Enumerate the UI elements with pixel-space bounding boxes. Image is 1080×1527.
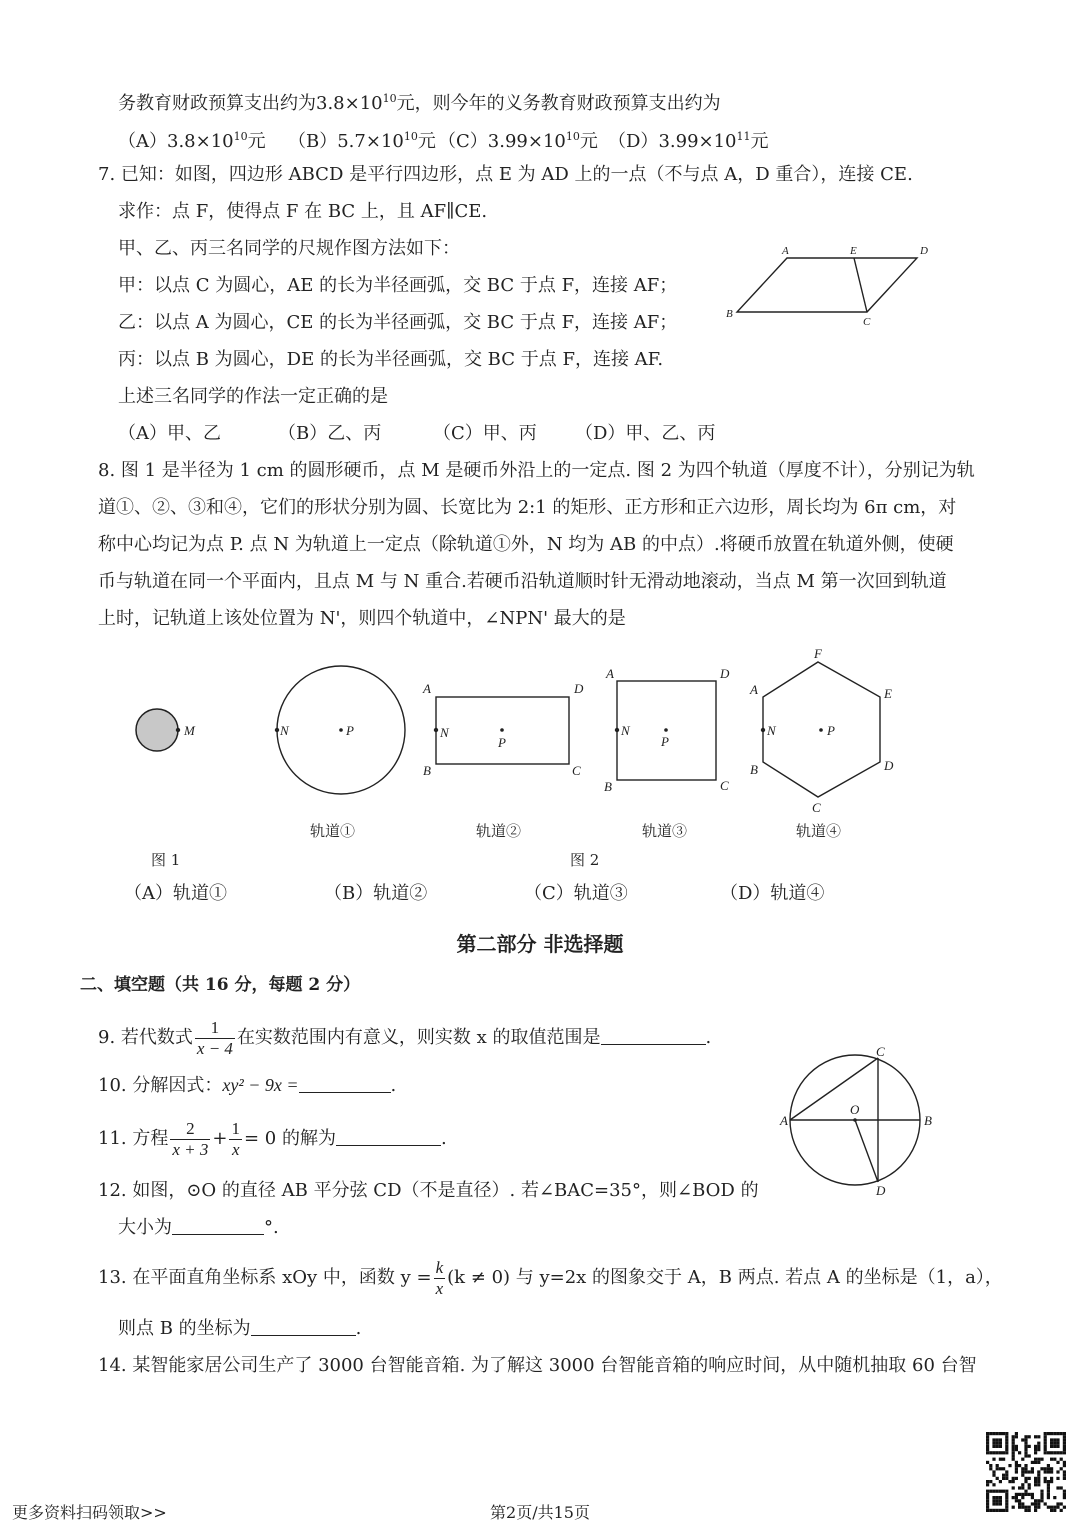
segment-ce: [854, 258, 867, 312]
q13-answer-blank[interactable]: [251, 1317, 356, 1336]
label-m: M: [184, 723, 195, 738]
label-b: B: [726, 308, 733, 320]
track-4-point-n: [761, 728, 765, 732]
q11-numerator-2: 1: [231, 1118, 240, 1138]
q7-yi: 乙：以点 A 为圆心，CE 的长为半径画弧，交 BC 于点 F，连接 AF；: [118, 312, 678, 333]
label-b: B: [924, 1113, 932, 1128]
track-3-label-n: N: [621, 723, 630, 738]
track-3-label-d: D: [720, 666, 730, 681]
track-4-label-n: N: [767, 723, 776, 738]
parallelogram-abcd: [737, 258, 917, 312]
track-2-caption: 轨道②: [476, 822, 522, 840]
q7-options: [118, 421, 715, 447]
q8-line1: 8. 图 1 是半径为 1 cm 的圆形硬币，点 M 是硬币外沿上的一定点. 图 2 为四个轨道（厚度不计），分别记为轨: [98, 460, 975, 481]
label-a: A: [780, 1113, 788, 1128]
track-4-label-b: B: [750, 762, 758, 777]
track-3-caption: 轨道③: [642, 822, 688, 840]
coin: [136, 709, 178, 751]
q9-post: 在实数范围内有意义，则实数 x 的取值范围是: [236, 1027, 601, 1048]
q11-end: .: [440, 1128, 447, 1149]
label-c: C: [863, 316, 871, 328]
label-d: D: [920, 245, 928, 257]
q7-line1: 7. 已知：如图，四边形 ABCD 是平行四边形，点 E 为 AD 上的一点（不与点 A，D 重合），连接 CE.: [98, 164, 913, 185]
q11-denominator-1: x + 3: [172, 1139, 209, 1159]
q6-value-exp: 10: [382, 92, 397, 105]
track-3-label-b: B: [604, 779, 612, 794]
track-4-label-c: C: [812, 800, 821, 815]
q6-text: [118, 86, 721, 117]
q8-option-b[interactable]: （B）轨道②: [324, 883, 428, 904]
track-2-label-c: C: [572, 763, 581, 778]
q6-tail-a: 务教育财政预算支出约为: [118, 93, 316, 114]
q12-line2: [118, 1215, 279, 1241]
q10-end: .: [390, 1075, 397, 1096]
q12-circle-figure: [772, 1040, 942, 1205]
track-3-point-p: [664, 728, 668, 732]
q10: [98, 1072, 396, 1099]
q11: [98, 1114, 447, 1164]
track-1-point-p: [339, 728, 343, 732]
q7-jia: 甲：以点 C 为圆心，AE 的长为半径画弧，交 BC 于点 F，连接 AF；: [118, 275, 678, 296]
track-3-label-a: A: [606, 666, 614, 681]
q8-track-figures: [120, 640, 920, 850]
q9-fraction: [195, 1018, 235, 1059]
track-1-label-n: N: [280, 723, 289, 738]
q8-option-d[interactable]: （D）轨道④: [720, 883, 825, 904]
track-2-point-p: [500, 728, 504, 732]
q11-equation-rhs: = 0 的解为: [243, 1128, 336, 1149]
point-m: [176, 728, 180, 732]
track-1-point-n: [275, 728, 279, 732]
q13-line2: [118, 1316, 361, 1342]
q10-pre: 10. 分解因式：: [98, 1075, 223, 1096]
q13-numerator: k: [435, 1257, 444, 1277]
q9: [98, 1013, 711, 1063]
q13-end: .: [355, 1318, 362, 1339]
track-2-label-n: N: [440, 725, 449, 740]
fig2-caption: 图 2: [570, 851, 600, 869]
q9-pre: 9. 若代数式: [98, 1027, 193, 1048]
track-3-label-c: C: [720, 778, 729, 793]
q12-line1: 12. 如图，⊙O 的直径 AB 平分弦 CD（不是直径）. 若∠BAC=35°，则∠BOD 的: [98, 1180, 759, 1201]
q8-line2: 道①、②、③和④，它们的形状分别为圆、长宽比为 2:1 的矩形、正方形和正六边形，周长均为 6π cm，对: [98, 497, 957, 518]
q13-post: (k ≠ 0) 与 y=2x 的图象交于 A，B 两点. 若点 A 的坐标是（1，a），: [447, 1267, 1003, 1288]
label-e: E: [850, 245, 857, 257]
q11-plus: +: [212, 1128, 228, 1149]
track-4-label-f: F: [814, 646, 822, 661]
q7-bing: 丙：以点 B 为圆心，DE 的长为半径画弧，交 BC 于点 F，连接 AF.: [118, 349, 664, 370]
q7-line2: 求作：点 F，使得点 F 在 BC 上，且 AF∥CE.: [118, 201, 488, 222]
q7-option-b[interactable]: （B）乙、丙: [278, 423, 382, 444]
page-number: 第2页/共15页: [490, 1503, 590, 1522]
q7-option-d[interactable]: （D）甲、乙、丙: [575, 423, 716, 444]
center-o: [853, 1118, 857, 1122]
segment-ac: [790, 1058, 878, 1120]
q6-option-d[interactable]: $(D)3.99\times 10^{11}$元: [608, 130, 769, 152]
q7-option-a[interactable]: （A）甲、乙: [118, 423, 221, 444]
q6-option-a[interactable]: $(A)3.8\times 10^{10}$元: [118, 130, 266, 152]
q13-line1: [98, 1253, 1003, 1303]
q8-options: [124, 881, 824, 907]
q9-answer-blank[interactable]: [601, 1026, 706, 1045]
q6-options: [118, 124, 769, 155]
q8-line3: 称中心均记为点 P. 点 N 为轨道上一定点（除轨道①外，N 均为 AB 的中点）.将硬币放置在轨道外侧，使硬: [98, 534, 954, 555]
track-4-label-a: A: [750, 682, 758, 697]
q9-denominator: x − 4: [196, 1038, 233, 1058]
track-2-point-n: [434, 728, 438, 732]
q8-option-c[interactable]: （C）轨道③: [524, 883, 628, 904]
q14-line1: 14. 某智能家居公司生产了 3000 台智能音箱. 为了解这 3000 台智能音箱的响应时间，从中随机抽取 60 台智: [98, 1355, 977, 1376]
q6-tail-b: ，则今年的义务教育财政预算支出约为: [414, 93, 721, 114]
label-c: C: [876, 1044, 885, 1059]
label-a: A: [782, 245, 789, 257]
label-d: D: [876, 1183, 886, 1198]
track-1-caption: 轨道①: [310, 822, 356, 840]
q12-line2-pre: 大小为: [118, 1217, 172, 1238]
q7-option-c[interactable]: （C）甲、丙: [433, 423, 537, 444]
q8-option-a[interactable]: （A）轨道①: [124, 883, 227, 904]
track-4-caption: 轨道④: [796, 822, 842, 840]
q6-unit: 元: [396, 93, 415, 114]
part2-title: 第二部分 非选择题: [456, 932, 624, 956]
q8-line5: 上时，记轨道上该处位置为 N'，则四个轨道中，∠NPN' 最大的是: [98, 608, 626, 629]
segment-od: [855, 1120, 878, 1182]
track-4-label-e: E: [884, 686, 892, 701]
q11-fraction-2: [229, 1119, 242, 1160]
q7-parallelogram-figure: [720, 240, 940, 330]
q11-fraction-1: [170, 1119, 210, 1160]
fig1-caption: 图 1: [151, 851, 181, 869]
section2-title: 二、填空题（共 16 分，每题 2 分）: [80, 975, 361, 995]
q7-question: 上述三名同学的作法一定正确的是: [118, 386, 388, 407]
q10-expression: xy² − 9x =: [222, 1075, 299, 1095]
track-4-label-p: P: [827, 723, 835, 738]
footer-scan-link[interactable]: 更多资料扫码领取>>: [12, 1503, 167, 1522]
q8-line4: 币与轨道在同一个平面内，且点 M 与 N 重合.若硬币沿轨道顺时针无滑动地滚动，当点 M 第一次回到轨道: [98, 571, 947, 592]
q13-pre: 13. 在平面直角坐标系 xOy 中，函数 y =: [98, 1267, 432, 1288]
q12-answer-blank[interactable]: [172, 1216, 264, 1235]
track-4-point-p: [819, 728, 823, 732]
q9-numerator: 1: [195, 1018, 235, 1039]
q11-answer-blank[interactable]: [336, 1127, 441, 1146]
track-2-label-b: B: [423, 763, 431, 778]
q10-answer-blank[interactable]: [299, 1074, 391, 1093]
q6-option-b[interactable]: $(B)5.7\times 10^{10}$元: [288, 130, 436, 152]
track-2-label-p: P: [498, 735, 506, 750]
track-2-label-d: D: [574, 681, 584, 696]
q6-value: 3.8×10: [316, 93, 383, 114]
q12-line2-end: °.: [264, 1217, 279, 1238]
q11-pre: 11. 方程: [98, 1128, 169, 1149]
q6-option-c[interactable]: $(C)3.99\times 10^{10}$元: [438, 130, 598, 152]
q13-fraction: [434, 1258, 446, 1299]
track-4-label-d: D: [884, 758, 894, 773]
label-o: O: [850, 1102, 860, 1117]
track-1-label-p: P: [346, 723, 354, 738]
q9-end: .: [705, 1027, 712, 1048]
q11-numerator-1: 2: [170, 1119, 210, 1140]
q7-line3: 甲、乙、丙三名同学的尺规作图方法如下：: [118, 238, 460, 259]
track-3-point-n: [615, 728, 619, 732]
track-2-label-a: A: [423, 681, 431, 696]
track-3-label-p: P: [661, 734, 669, 749]
q13-line2-pre: 则点 B 的坐标为: [118, 1318, 251, 1339]
q13-denominator: x: [435, 1278, 444, 1298]
q11-denominator-2: x: [231, 1139, 240, 1159]
